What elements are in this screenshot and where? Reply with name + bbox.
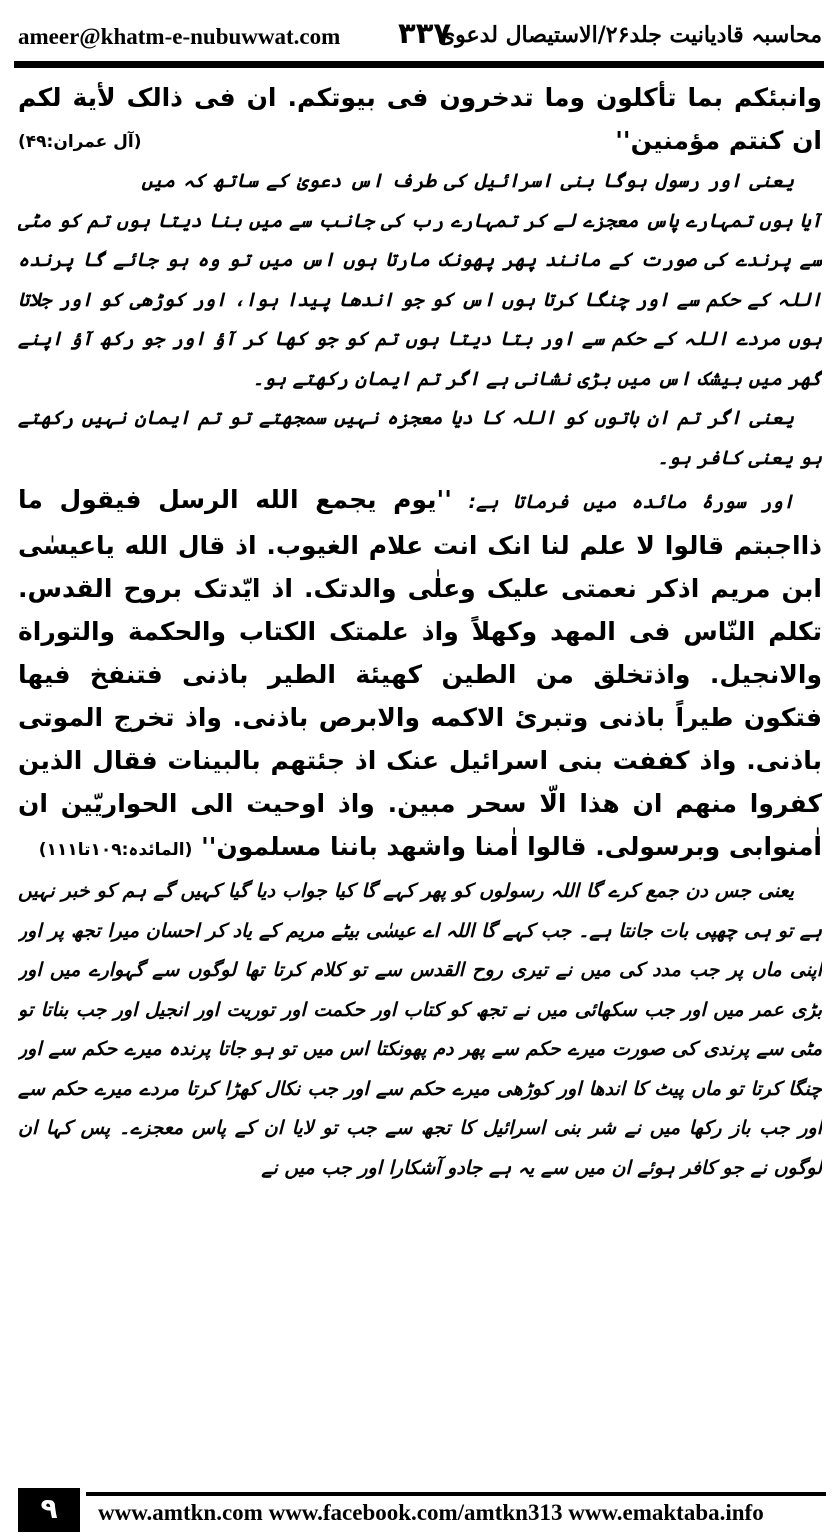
ayah-al-imran-reference: (آل عمران:۴۹) (18, 132, 142, 152)
footer-links: www.amtkn.com www.facebook.com/amtkn313 www.emaktaba.info (98, 1500, 764, 1525)
header-page-number: ۳۳۷ (398, 16, 452, 50)
urdu-translation-1: یعنی اور رسول ہوگا بنی اسرائیل کی طرف اس دعویٰ کے ساتھ کہ میں آیا ہوں تمہارے پاس معجزے لے کر تمہارے رب کی جانب سے میں بنا دیتا ہوں تم کو مٹی سے پرندے کی صورت کے مانند پھر پھونک مارتا ہوں اس میں تو وہ ہو جائے گا پرندہ اللہ کے حکم سے اور چنگا کرتا ہوں اس کو جو اندھا پیدا ہوا، اور کوڑھی کو اور جلاتا ہوں مردے اللہ کے حکم سے اور بتا دیتا ہوں تم کو جو کھا کر آؤ اور جو رکھ آؤ اپنے گھر میں بیشک اس میں بڑی نشانی ہے اگر تم ایمان رکھتے ہو۔ (18, 170, 822, 390)
footer-divider (86, 1492, 826, 1496)
header-divider (14, 61, 824, 68)
ayah-al-imran (18, 76, 822, 162)
ayah-al-maidah-reference: (المائدہ:۱۰۹تا۱۱۱) (38, 840, 193, 860)
footer-page-index: ۹ (18, 1488, 80, 1532)
ayah-al-maidah (18, 478, 822, 872)
urdu-translation-3: یعنی جس دن جمع کرے گا اللہ رسولوں کو پھر کہے گا کیا جواب دیا گیا کہیں گے ہم کو خبر نہیں ہے تو ہی چھپی بات جانتا ہے۔ جب کہے گا اللہ اے عیسٰی بیٹے مریم کے یاد کر احسان میرا تجھ پر اور اپنی ماں پر جب مدد کی میں نے تیری روح القدس سے تو کلام کرتا تھا لوگوں سے گہوارے میں اور بڑی عمر میں اور جب سکھائی میں نے تجھ کو کتاب اور حکمت اور توریت اور انجیل اور جب بناتا تو مٹی سے پرندی کی صورت میرے حکم سے پھر دم پھونکتا اس میں تو ہو جاتا پرندہ میرے حکم سے اور چنگا کرتا تو ماں پیٹ کا اندھا اور کوڑھی میرے حکم سے اور جب نکال کھڑا کرتا مردے میرے حکم سے اور جب باز رکھا میں نے شر بنی اسرائیل کا تجھ سے جب تو لایا ان کے پاس معجزے۔ پس کہا ان لوگوں نے جو کافر ہوئے ان میں سے یہ ہے جادو آشکارا اور جب میں نے (18, 880, 822, 1179)
header-email: ameer@khatm-e-nubuwwat.com (18, 24, 341, 49)
header-book-title: محاسبہ قادیانیت جلد۲۶/الاستیصال لدعوی (437, 22, 822, 48)
ayah-al-maidah-text: ''یوم یجمع الله الرسل فیقول ما ذااجبتم قالوا لا علم لنا انک انت علام الغیوب. اذ قال الله یاعیسٰی ابن مریم اذکر نعمتی علیک وعلٰی والدتک. اذ ایّدتک بروح القدس. تکلم النّاس فی المهد وکهلاً واذ علمتک الکتاب والحکمة والتوراة والانجیل. واذتخلق من الطین کهیئة الطیر باذنی فتنفخ فیها فتکون طیراً باذنی وتبرئ الاکمه والابرص باذنی. واذ تخرج الموتی باذنی. واذ کففت بنی اسرائیل عنک اذ جئتهم بالبینات فقال الذین کفروا منهم ان هذا الّا سحر مبین. واذ اوحیت الی الحواریّین ان اٰمنوابی وبرسولی. قالوا اٰمنا واشهد باننا مسلمون'' (18, 485, 822, 861)
surah-intro: اور سورۂ مائدہ میں فرماتا ہے: (468, 491, 795, 513)
ayah-al-imran-text: وانبئکم بما تأکلون وما تدخرون فی بیوتکم. ان فی ذالک لأیة لکم ان کنتم مؤمنین'' (18, 83, 822, 155)
urdu-translation-2: یعنی اگر تم ان باتوں کو اللہ کا دیا معجزہ نہیں سمجھتے تو تم ایمان نہیں رکھتے ہو یعنی کافر ہو۔ (18, 407, 822, 469)
page-header (14, 14, 824, 56)
page-body (18, 76, 822, 1394)
